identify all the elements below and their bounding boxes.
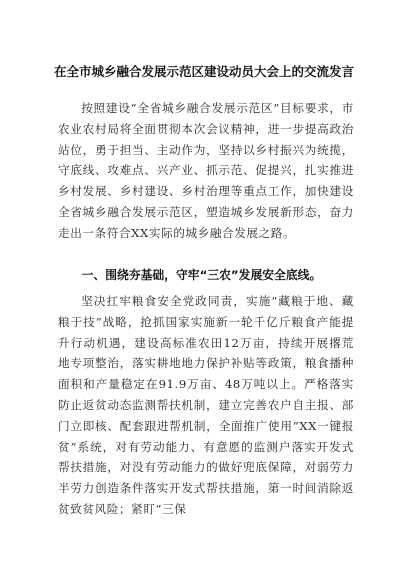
section-paragraph: 坚决扛牢粮食安全党政同责，实施“藏粮于地、藏粮于技”战略，抢抓国家实施新一轮千亿斤粮食产能提升行动机遇，建设高标准农田12万亩，持续开展撂荒地专项整治，落实耕地地力保护补贴等政策，粮食播种面积和产量稳定在91.9万亩、48万吨以上。严格落实防止返贫动态监测帮扶机制，建立完善农户自主报、部门立即核、配套跟进帮机制，全面推广使用“XX一键报贫”系统，对有劳动能力、有意愿的监测户落实开发式帮扶措施，对没有劳动能力的做好兜底保障，对弱劳力半劳力创造条件落实开发式帮扶措施，第一时间消除返贫致贫风险；紧盯“三保 <box>58 294 354 516</box>
section-heading: 一、围绕夯基础，守牢“三农”发展安全底线。 <box>81 268 322 282</box>
document-title: 在全市城乡融合发展示范区建设动员大会上的交流发言 <box>53 64 354 79</box>
intro-paragraph: 按照建设“全省城乡融合发展示范区”目标要求，市农业农村局将全面贯彻本次会议精神，进一步提高政治站位，勇于担当、主动作为，坚持以乡村振兴为统揽，守底线、攻难点、兴产业、抓示范、促提兴，扎实推进乡村发展、乡村建设、乡村治理等重点工作，加快建设全省城乡融合发展示范区，塑造城乡发展新形态，奋力走出一条符合XX实际的城乡融合发展之路。 <box>58 101 354 240</box>
